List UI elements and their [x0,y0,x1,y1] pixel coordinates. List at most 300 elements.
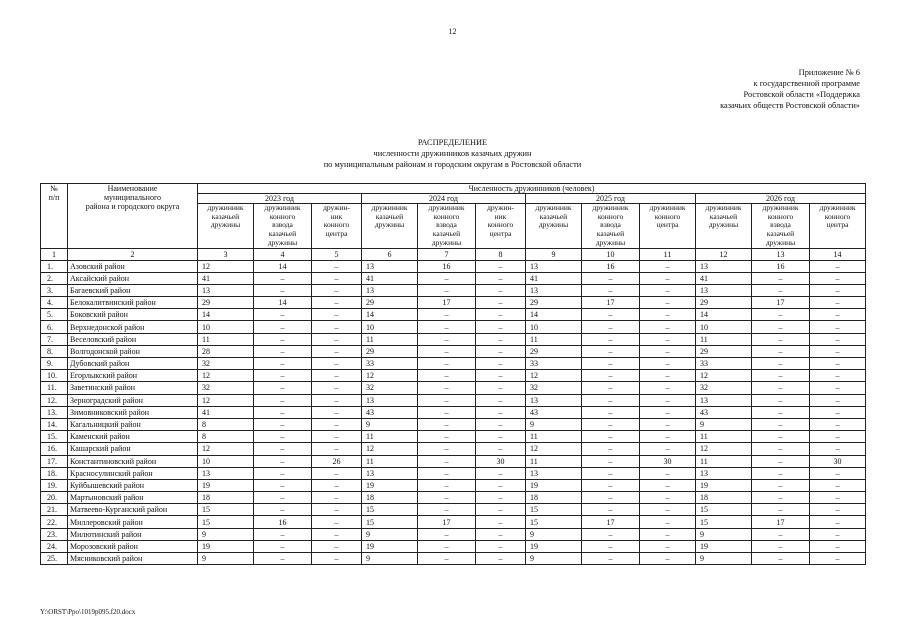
value-cell: – [640,516,696,528]
value-cell: 18 [198,492,254,504]
district-name-cell: Волгодонской район [68,345,198,357]
value-cell: – [254,284,312,296]
value-cell: – [752,492,810,504]
value-cell: 16 [418,260,476,272]
row-number-cell: 8. [41,345,68,357]
value-cell: – [640,492,696,504]
sub-header-text: дружинник [428,203,465,212]
sub-header-text: дружин- [323,203,350,212]
value-cell: – [418,345,476,357]
value-cell: 19 [696,540,752,552]
header-text: п/п [48,193,60,202]
value-cell: – [640,418,696,430]
value-cell: – [312,382,362,394]
table-row [41,479,866,491]
sub-header-text: центра [325,229,348,239]
value-cell: 9 [362,553,418,565]
value-cell: – [752,553,810,565]
value-cell: – [752,394,810,406]
value-cell: – [476,516,526,528]
value-cell: 19 [526,479,582,491]
district-name-cell: Аксайский район [68,272,198,284]
sub-header-text: конного [433,211,460,221]
value-cell: – [640,382,696,394]
table-row [41,345,866,357]
value-cell: 19 [198,540,254,552]
value-cell: 41 [362,272,418,284]
value-cell: 28 [198,345,254,357]
table-row [41,492,866,504]
sub-header-text: центра [489,229,512,239]
value-cell: – [476,443,526,455]
value-cell: 13 [526,260,582,272]
value-cell: – [254,394,312,406]
value-cell: 30 [810,455,866,467]
value-cell: – [312,297,362,309]
value-cell: – [476,272,526,284]
value-cell: 13 [696,394,752,406]
value-cell: 11 [526,455,582,467]
sub-header-cell [198,204,254,249]
value-cell: – [752,333,810,345]
value-cell: 33 [526,358,582,370]
value-cell: 29 [526,345,582,357]
value-cell: – [582,553,640,565]
value-cell: 13 [362,394,418,406]
district-name-cell: Зимовниковский район [68,406,198,418]
district-name-cell: Зерноградский район [68,394,198,406]
value-cell: – [810,431,866,443]
value-cell: – [418,553,476,565]
value-cell: – [254,443,312,455]
value-cell: – [640,394,696,406]
value-cell: – [476,260,526,272]
value-cell: 11 [696,455,752,467]
table-row [41,358,866,370]
value-cell: – [582,455,640,467]
value-cell: – [752,345,810,357]
sub-header-text: центра [656,220,679,230]
value-cell: – [476,284,526,296]
title-line: численности дружинников казачьих дружин [373,149,532,158]
sub-header-cell [254,204,312,249]
sub-header-cell [640,204,696,249]
district-name-cell: Красносулинский район [68,467,198,479]
value-cell: – [312,431,362,443]
sub-header-cell [418,204,476,249]
value-cell: – [752,284,810,296]
row-number-cell: 3. [41,284,68,296]
value-cell: – [476,406,526,418]
value-cell: – [418,431,476,443]
sub-header-text: взвода [272,220,293,230]
row-number-cell: 14. [41,418,68,430]
table-row [41,467,866,479]
value-cell: – [476,467,526,479]
value-cell: – [476,370,526,382]
sub-header-text: конного [487,220,514,230]
district-name-cell: Азовский район [68,260,198,272]
value-cell: 19 [362,479,418,491]
value-cell: 9 [526,528,582,540]
sub-header-text: конного [654,211,681,221]
value-cell: – [312,540,362,552]
value-cell: – [418,504,476,516]
value-cell: – [752,455,810,467]
value-cell: – [312,553,362,565]
value-cell: – [418,321,476,333]
sub-header-text: дружины [538,220,569,230]
sub-header-text: дружины [595,237,626,247]
value-cell: 15 [526,504,582,516]
value-cell: 12 [696,443,752,455]
value-cell: 15 [198,504,254,516]
sub-header-text: взвода [436,220,457,230]
value-cell: 29 [696,297,752,309]
value-cell: – [254,370,312,382]
value-cell: 29 [198,297,254,309]
value-cell: – [476,345,526,357]
value-cell: – [640,345,696,357]
value-cell: – [418,406,476,418]
value-cell: – [640,528,696,540]
value-cell: – [312,418,362,430]
sub-header-text: казачьей [709,211,738,221]
value-cell: 11 [362,333,418,345]
sub-header-text: дружины [431,237,462,247]
table-row [41,394,866,406]
value-cell: – [254,345,312,357]
row-number-cell: 6. [41,321,68,333]
sub-header-text: дружинник [705,203,742,212]
value-cell: – [254,528,312,540]
value-cell: – [254,540,312,552]
row-number-cell: 17. [41,455,68,467]
sub-header-cell [752,204,810,249]
column-index-cell: 7 [418,248,476,260]
value-cell: – [312,443,362,455]
value-cell: – [476,479,526,491]
district-name-cell: Милютинский район [68,528,198,540]
value-cell: – [810,443,866,455]
column-index-cell: 6 [362,248,418,260]
value-cell: – [418,418,476,430]
value-cell: 13 [696,284,752,296]
value-cell: 32 [526,382,582,394]
row-number-cell: 18. [41,467,68,479]
value-cell: 11 [696,431,752,443]
district-name-cell: Егорлыкский район [68,370,198,382]
value-cell: – [582,272,640,284]
value-cell: – [810,467,866,479]
value-cell: – [640,333,696,345]
title-line: по муниципальным районам и городским округам в Ростовской области [323,160,582,169]
value-cell: 41 [198,406,254,418]
district-name-cell: Белокалитвинский район [68,297,198,309]
sub-header-text: дружин- [487,203,514,212]
sub-header-text: конного [323,220,350,230]
value-cell: 9 [362,528,418,540]
appendix-line: казачьих обществ Ростовской области» [720,101,860,110]
appendix-line: к государственной программе [753,79,860,88]
sub-header-text: дружинник [264,203,301,212]
column-index-cell: 4 [254,248,312,260]
district-name-cell: Матвеево-Курганский район [68,504,198,516]
value-cell: – [582,345,640,357]
row-number-cell: 13. [41,406,68,418]
value-cell: – [640,260,696,272]
sub-header-text: взвода [600,220,621,230]
value-cell: 10 [198,455,254,467]
value-cell: – [418,443,476,455]
value-cell: 19 [526,540,582,552]
value-cell: 13 [696,467,752,479]
row-number-cell: 9. [41,358,68,370]
row-number-cell: 15. [41,431,68,443]
value-cell: – [582,479,640,491]
value-cell: – [810,516,866,528]
value-cell: 16 [582,260,640,272]
value-cell: – [476,309,526,321]
value-cell: 30 [640,455,696,467]
value-cell: – [810,394,866,406]
value-cell: 12 [198,260,254,272]
value-cell: – [582,467,640,479]
value-cell: – [810,284,866,296]
value-cell: – [254,418,312,430]
row-number-cell: 16. [41,443,68,455]
value-cell: 11 [696,333,752,345]
sub-header-cell [526,204,582,249]
value-cell: – [810,358,866,370]
value-cell: 16 [254,516,312,528]
value-cell: 14 [526,309,582,321]
value-cell: 29 [526,297,582,309]
value-cell: 17 [418,516,476,528]
value-cell: – [752,467,810,479]
district-name-cell: Верхнедонской район [68,321,198,333]
value-cell: 15 [696,516,752,528]
header-text: района и городского округа [85,202,180,211]
column-index-row [41,248,866,260]
sub-header-text: казачьей [539,211,568,221]
sub-header-text: конного [767,211,794,221]
value-cell: – [582,406,640,418]
table-row [41,418,866,430]
value-cell: – [582,431,640,443]
column-index-cell: 3 [198,248,254,260]
table-row [41,321,866,333]
value-cell: – [312,370,362,382]
value-cell: 17 [582,516,640,528]
sub-header-cell [476,204,526,249]
distribution-table [40,183,866,565]
sub-header-text: казачьей [211,211,240,221]
value-cell: 12 [362,370,418,382]
value-cell: – [254,321,312,333]
value-cell: – [810,540,866,552]
value-cell: 12 [198,370,254,382]
value-cell: – [810,504,866,516]
value-cell: 13 [526,284,582,296]
value-cell: 19 [362,540,418,552]
value-cell: 29 [362,345,418,357]
value-cell: 19 [198,479,254,491]
value-cell: – [582,394,640,406]
sub-header-text: центра [826,220,849,230]
value-cell: 18 [526,492,582,504]
column-index-cell: 2 [68,248,198,260]
value-cell: – [810,345,866,357]
value-cell: 32 [362,382,418,394]
value-cell: – [810,406,866,418]
value-cell: 41 [198,272,254,284]
value-cell: – [476,297,526,309]
value-cell: 32 [198,382,254,394]
value-cell: 26 [312,455,362,467]
value-cell: 9 [362,418,418,430]
value-cell: – [476,431,526,443]
sub-header-text: дружинник [819,203,856,212]
value-cell: – [418,309,476,321]
value-cell: – [640,431,696,443]
district-name-cell: Заветинский район [68,382,198,394]
value-cell: – [418,540,476,552]
value-cell: – [312,479,362,491]
value-cell: 12 [198,443,254,455]
value-cell: – [810,492,866,504]
value-cell: – [640,272,696,284]
sub-header-text: дружины [765,237,796,247]
value-cell: – [582,382,640,394]
value-cell: 29 [696,345,752,357]
value-cell: – [254,272,312,284]
row-number-cell: 25. [41,553,68,565]
value-cell: – [752,540,810,552]
table-row [41,540,866,552]
district-name-cell: Мартыновский район [68,492,198,504]
value-cell: 12 [526,370,582,382]
value-cell: – [312,333,362,345]
value-cell: – [476,540,526,552]
value-cell: – [810,297,866,309]
value-cell: – [476,394,526,406]
row-number-cell: 10. [41,370,68,382]
appendix-note [620,67,860,111]
value-cell: 14 [254,297,312,309]
value-cell: 13 [526,467,582,479]
appendix-line: Приложение № 6 [798,68,860,77]
row-number-cell: 1. [41,260,68,272]
value-cell: – [810,479,866,491]
table-row [41,443,866,455]
value-cell: – [640,358,696,370]
header-text: муниципального [103,193,162,202]
value-cell: – [254,492,312,504]
value-cell: 13 [362,284,418,296]
value-cell: – [254,467,312,479]
header-name [68,184,198,249]
value-cell: 15 [362,504,418,516]
value-cell: 43 [526,406,582,418]
sub-header-text: дружинник [649,203,686,212]
sub-header-text: казачьей [268,229,297,239]
value-cell: – [582,321,640,333]
value-cell: – [254,333,312,345]
value-cell: – [476,321,526,333]
value-cell: 15 [696,504,752,516]
value-cell: – [810,272,866,284]
table-row [41,382,866,394]
sub-header-text: дружинник [535,203,572,212]
value-cell: 13 [362,260,418,272]
value-cell: – [810,321,866,333]
value-cell: 14 [198,309,254,321]
header-number [41,184,68,249]
value-cell: – [640,284,696,296]
sub-header-text: дружины [267,237,298,247]
value-cell: – [418,272,476,284]
header-year: 2023 год [198,194,362,204]
value-cell: – [752,272,810,284]
value-cell: 14 [254,260,312,272]
value-cell: 12 [198,394,254,406]
value-cell: – [640,479,696,491]
value-cell: – [254,358,312,370]
sub-header-text: взвода [770,220,791,230]
value-cell: 18 [362,492,418,504]
value-cell: – [582,370,640,382]
district-name-cell: Миллеровский район [68,516,198,528]
value-cell: – [582,528,640,540]
value-cell: – [312,467,362,479]
value-cell: 13 [526,394,582,406]
district-name-cell: Кашарский район [68,443,198,455]
sub-header-cell [810,204,866,249]
value-cell: – [582,418,640,430]
value-cell: 9 [526,418,582,430]
value-cell: – [476,358,526,370]
value-cell: – [752,309,810,321]
value-cell: – [418,358,476,370]
value-cell: – [582,492,640,504]
district-name-cell: Багаевский район [68,284,198,296]
sub-header-text: дружины [374,220,405,230]
value-cell: – [418,284,476,296]
district-name-cell: Дубовский район [68,358,198,370]
district-name-cell: Морозовский район [68,540,198,552]
table-row [41,516,866,528]
row-number-cell: 23. [41,528,68,540]
value-cell: – [810,333,866,345]
sub-header-cell [362,204,418,249]
sub-header-text: ник [494,211,507,221]
sub-header-cell [582,204,640,249]
sub-header-text: дружинник [207,203,244,212]
table-row [41,260,866,272]
value-cell: – [752,479,810,491]
value-cell: – [752,321,810,333]
row-number-cell: 20. [41,492,68,504]
table-row [41,504,866,516]
sub-header-text: дружинник [592,203,629,212]
value-cell: – [312,309,362,321]
district-name-cell: Куйбышевский район [68,479,198,491]
value-cell: – [640,309,696,321]
value-cell: 17 [582,297,640,309]
value-cell: 10 [362,321,418,333]
sub-header-text: казачьей [375,211,404,221]
